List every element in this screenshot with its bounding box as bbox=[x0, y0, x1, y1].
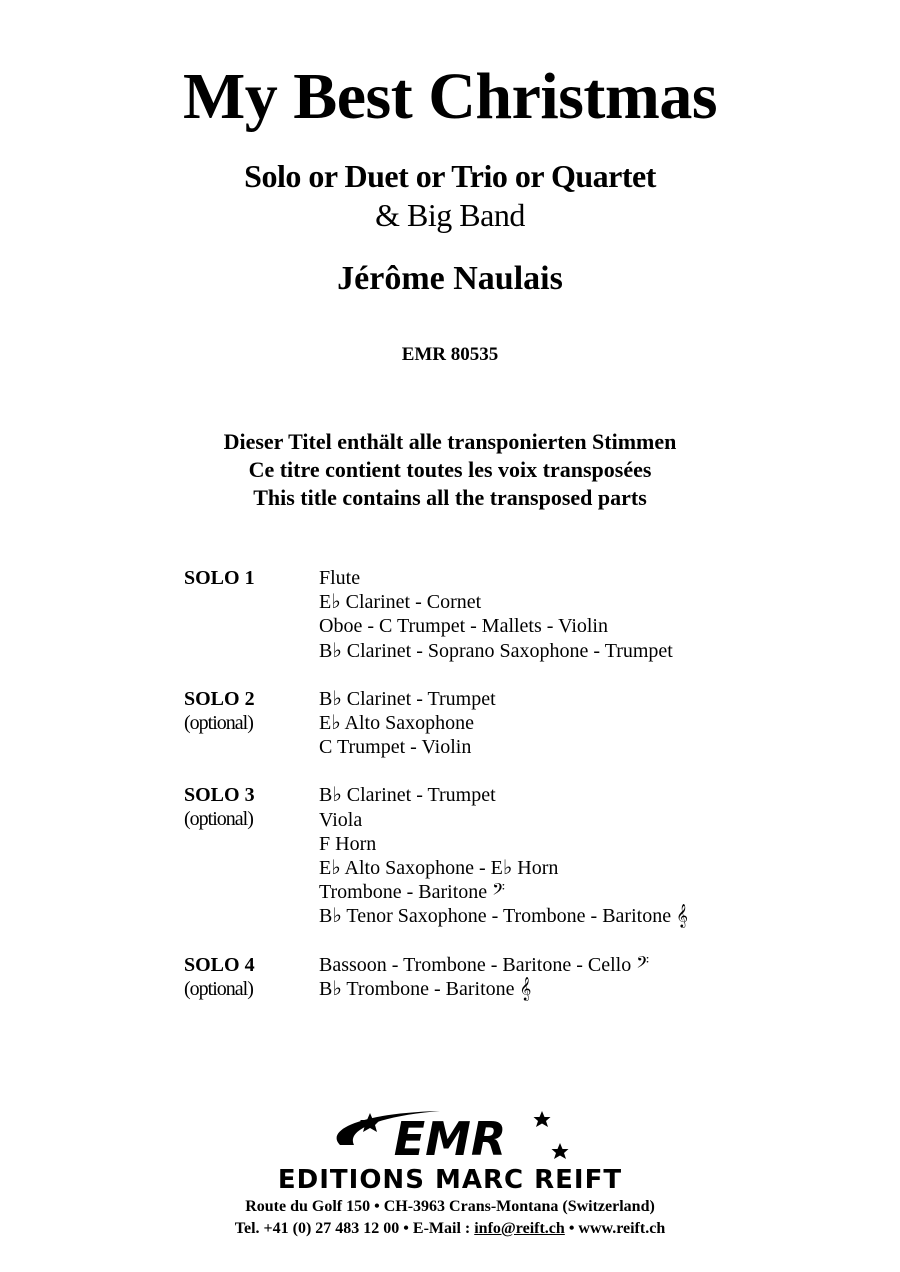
solo-label: SOLO 2 bbox=[184, 687, 255, 710]
instrument-part: Trombone - Baritone 𝄢 bbox=[319, 881, 505, 904]
solo-header bbox=[184, 687, 319, 760]
solo-optional: (optional) bbox=[184, 711, 253, 734]
solo-block bbox=[184, 953, 804, 1001]
instrument-part: F Horn bbox=[319, 832, 377, 855]
subtitle: Solo or Duet or Trio or Quartet bbox=[244, 158, 656, 194]
instrument-part: B♭ Clarinet - Soprano Saxophone - Trumpet bbox=[319, 639, 673, 662]
instrument-part: E♭ Alto Saxophone - E♭ Horn bbox=[319, 857, 559, 880]
solo-label: SOLO 4 bbox=[184, 953, 255, 976]
svg-text:EMR: EMR bbox=[393, 1112, 507, 1166]
solo-parts bbox=[319, 953, 649, 1001]
solo-header bbox=[184, 953, 319, 1001]
solo-parts bbox=[319, 566, 673, 663]
solo-header bbox=[184, 783, 319, 928]
note-german: Dieser Titel enthält alle transponierten Stimmen bbox=[223, 429, 677, 454]
page-title: My Best Christmas bbox=[182, 60, 718, 133]
catalog-number: EMR 80535 bbox=[401, 344, 499, 365]
instrument-part: B♭ Clarinet - Trumpet bbox=[319, 687, 496, 710]
note-french: Ce titre contient toutes les voix transposées bbox=[248, 457, 652, 482]
instrument-part: Oboe - C Trumpet - Mallets - Violin bbox=[319, 615, 608, 638]
note-english: This title contains all the transposed parts bbox=[253, 485, 647, 510]
emr-logo-icon bbox=[320, 1105, 580, 1167]
instrument-part: Viola bbox=[319, 808, 363, 831]
solo-parts bbox=[319, 783, 688, 928]
publisher-contact bbox=[0, 1219, 900, 1239]
instrument-part: C Trumpet - Violin bbox=[319, 736, 472, 759]
solo-label: SOLO 1 bbox=[184, 567, 255, 589]
instrument-part: E♭ Alto Saxophone bbox=[319, 712, 474, 735]
contact-tel: Tel. +41 (0) 27 483 12 00 • E-Mail : bbox=[234, 1220, 475, 1237]
instrument-part: B♭ Tenor Saxophone - Trombone - Baritone 𝄞 bbox=[319, 905, 688, 928]
composer-name: Jérôme Naulais bbox=[337, 260, 563, 297]
subtitle-big-band: & Big Band bbox=[375, 197, 525, 233]
website-text: • www.reift.ch bbox=[564, 1220, 666, 1237]
solo-parts-list bbox=[184, 566, 804, 1025]
solo-parts bbox=[319, 687, 496, 760]
solo-optional: (optional) bbox=[184, 977, 253, 1000]
publisher-address: Route du Golf 150 • CH-3963 Crans-Montana (Switzerland) bbox=[245, 1198, 655, 1215]
instrument-part: E♭ Clarinet - Cornet bbox=[319, 591, 482, 614]
solo-block bbox=[184, 783, 804, 928]
email-link[interactable]: info@reift.ch bbox=[474, 1220, 565, 1237]
instrument-part: B♭ Trombone - Baritone 𝄞 bbox=[319, 977, 532, 1000]
solo-block bbox=[184, 687, 804, 760]
transposition-notes bbox=[0, 428, 900, 512]
instrument-part: Bassoon - Trombone - Baritone - Cello 𝄢 bbox=[319, 953, 650, 976]
solo-header bbox=[184, 566, 319, 663]
publisher-logo bbox=[0, 1105, 900, 1167]
instrument-part: B♭ Clarinet - Trumpet bbox=[319, 784, 496, 807]
solo-block bbox=[184, 566, 804, 663]
publisher-name: EDITIONS MARC REIFT bbox=[277, 1165, 623, 1195]
instrument-part: Flute bbox=[319, 567, 361, 589]
solo-optional: (optional) bbox=[184, 808, 253, 831]
solo-label: SOLO 3 bbox=[184, 784, 255, 807]
